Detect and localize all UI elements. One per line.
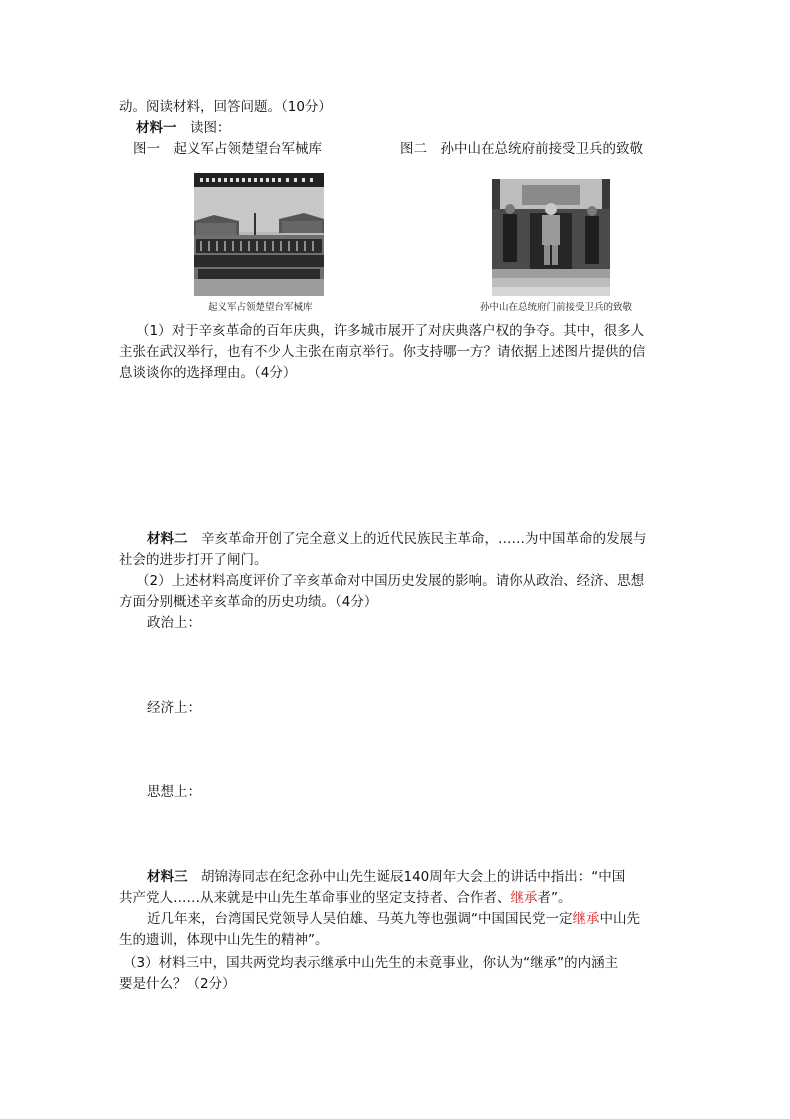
material3-line3-text: 近几年来，台湾国民党领导人吴伯雄、马英九等也强调“中国国民党一定 [147,911,573,927]
material1-heading [136,118,231,138]
arsenal-photo [194,173,324,296]
material3-line2-end: 者”。 [537,890,572,906]
q2-line2: 方面分别概述辛亥革命的历史功绩。（4分） [119,594,378,610]
material2-label: 材料二 [147,531,188,547]
sun-yatsen-photo-image [492,179,610,296]
material3-text1: 胡锦涛同志在纪念孙中山先生诞辰140周年大会上的讲话中指出：“中国 [201,869,626,885]
material3-line3 [147,909,640,929]
fig1-title: 图一 起义军占领楚望台军械库 [133,141,322,157]
intro-line: 动。阅读材料，回答问题。（10分） [119,99,332,115]
q3-line1: （3）材料三中，国共两党均表示继承中山先生的未竟事业，你认为“继承”的内涵主 [123,955,619,971]
arsenal-photo-image [194,173,324,296]
q1-line3: 息谈谈你的选择理由。（4分） [119,365,297,381]
material1-label: 材料一 [136,120,177,136]
sun-yatsen-photo [492,179,610,296]
highlight-inherit-2: 继承 [572,911,600,927]
material2-line1 [147,529,647,549]
q3-line2: 要是什么？（2分） [119,976,236,992]
q2-line1: （2）上述材料高度评价了辛亥革命对中国历史发展的影响。请你从政治、经济、思想 [136,573,645,589]
q1-line2: 主张在武汉举行，也有不少人主张在南京举行。你支持哪一方？请依据上述图片提供的信 [119,344,646,360]
q2-economy-label: 经济上： [147,700,201,716]
q2-thought-label: 思想上： [147,784,201,800]
fig2-caption: 孙中山在总统府门前接受卫兵的致敬 [480,302,633,313]
material3-line3-end: 中山先 [599,911,640,927]
q1-line1: （1）对于辛亥革命的百年庆典，许多城市展开了对庆典落户权的争夺。其中，很多人 [136,323,645,339]
material2-text1: 辛亥革命开创了完全意义上的近代民族民主革命，……为中国革命的发展与 [201,531,647,547]
material1-instruction: 读图： [190,120,231,136]
highlight-inherit-1: 继承 [510,890,538,906]
material3-line4: 生的遗训，体现中山先生的精神”。 [119,932,329,948]
material3-line2-text: 共产党人……从来就是中山先生革命事业的坚定支持者、合作者、 [119,890,511,906]
material3-line2 [119,888,572,908]
fig1-caption: 起义军占领楚望台军械库 [208,302,313,313]
material3-label: 材料三 [147,869,188,885]
q2-politics-label: 政治上： [147,615,201,631]
fig2-title: 图二 孙中山在总统府前接受卫兵的致敬 [400,141,643,157]
material3-line1 [147,867,625,887]
material2-line2: 社会的进步打开了闸门。 [119,552,268,568]
